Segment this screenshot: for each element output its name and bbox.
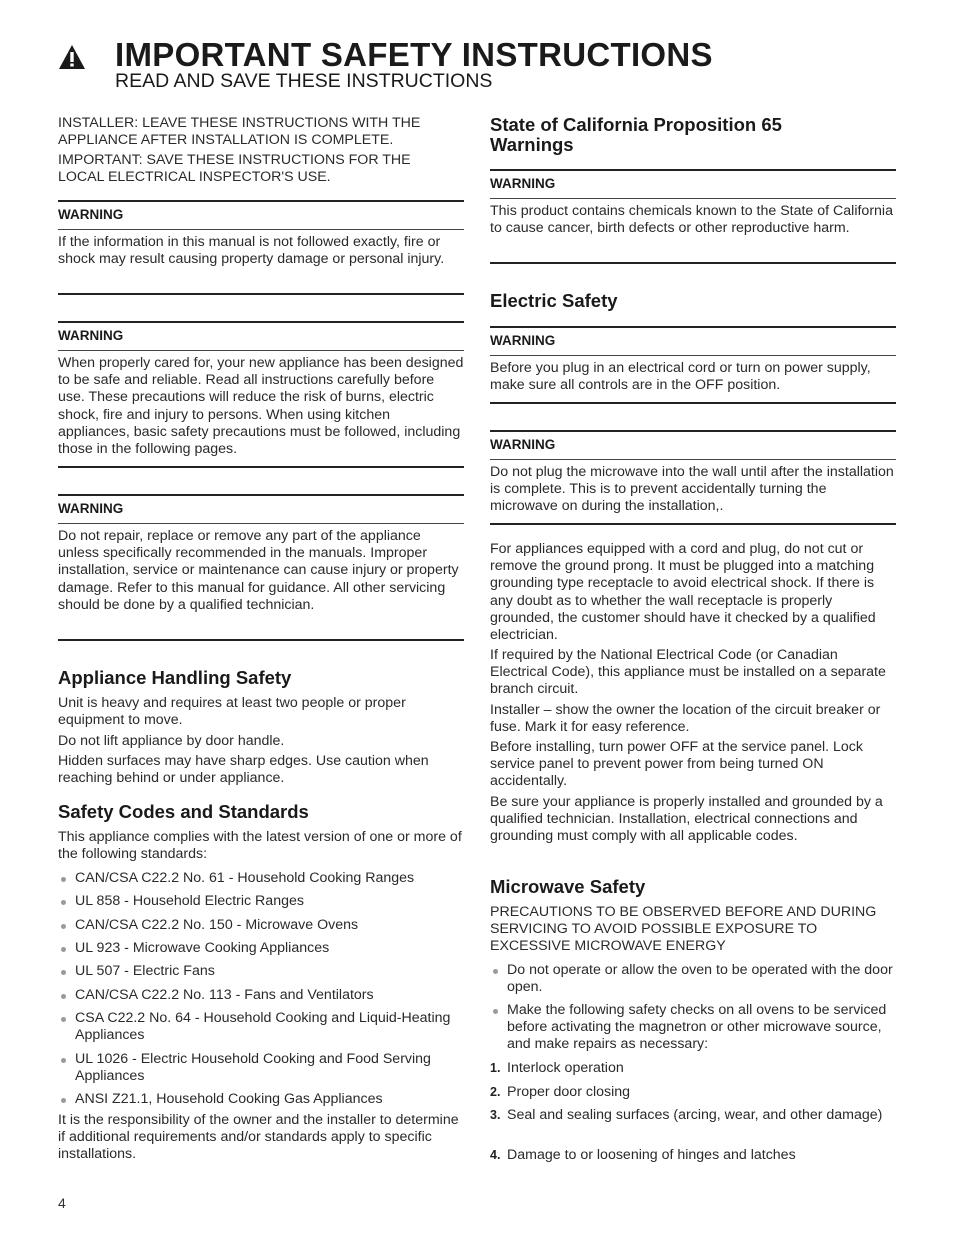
bullet-icon <box>61 970 66 975</box>
section-heading-codes: Safety Codes and Standards <box>58 801 309 822</box>
section-heading-prop65: State of California Proposition 65 Warnings <box>490 114 782 155</box>
list-item: CAN/CSA C22.2 No. 113 - Fans and Ventilators <box>58 987 464 1004</box>
warning-label: WARNING <box>58 207 124 222</box>
warning-box-controls <box>490 326 896 404</box>
step-number: 3. <box>490 1108 501 1122</box>
warning-text: Before you plug in an electrical cord or turn on power supply, make sure all controls are in the OFF position. <box>490 360 871 394</box>
bullet-icon <box>493 969 498 974</box>
warning-box-plug <box>490 430 896 525</box>
handling-text: Hidden surfaces may have sharp edges. Use caution when reaching behind or under appliance. <box>58 753 429 787</box>
inspector-note: IMPORTANT: SAVE THESE INSTRUCTIONS FOR THE LOCAL ELECTRICAL INSPECTOR'S USE. <box>58 152 411 186</box>
list-item: UL 923 - Microwave Cooking Appliances <box>58 940 464 957</box>
list-item: UL 507 - Electric Fans <box>58 963 464 980</box>
list-item: 3. Seal and sealing surfaces (arcing, wear, and other damage) <box>490 1107 883 1123</box>
handling-text: Unit is heavy and requires at least two people or proper equipment to move. <box>58 695 406 729</box>
electric-text: Be sure your appliance is properly installed and grounded by a qualified technician. Installation, electrical connections and grounding must comply with all applicable codes. <box>490 794 883 845</box>
warning-box-prop65 <box>490 169 896 264</box>
list-item: UL 1026 - Electric Household Cooking and Food Serving Appliances <box>58 1051 464 1085</box>
codes-intro: This appliance complies with the latest version of one or more of the following standards: <box>58 829 462 863</box>
section-heading-handling: Appliance Handling Safety <box>58 667 292 688</box>
warning-text: Do not repair, replace or remove any part of the appliance unless specifically recommended in the manuals. Improper installation, service or maintenance can cause injury or property damage. Refer to this manual for guidance. All other servicing should be done by a qualified technician. <box>58 528 459 613</box>
handling-text: Do not lift appliance by door handle. <box>58 733 285 749</box>
electric-text: Before installing, turn power OFF at the service panel. Lock service panel to prevent power from being turned ON accidentally. <box>490 739 863 790</box>
electric-text: For appliances equipped with a cord and plug, do not cut or remove the ground prong. It must be plugged into a matching grounding type receptacle to avoid electrical shock. If there is any doubt as to whether the wall receptacle is properly grounded, the customer should have it checked by a qualified electrician. <box>490 541 876 644</box>
list-item: ANSI Z21.1, Household Cooking Gas Appliances <box>58 1091 464 1108</box>
bullet-icon <box>61 994 66 999</box>
list-item: Do not operate or allow the oven to be operated with the door open. <box>490 962 896 996</box>
divider <box>58 523 464 524</box>
bullet-icon <box>493 1009 498 1014</box>
warning-box-repair <box>58 494 464 641</box>
warning-text: Do not plug the microwave into the wall until after the installation is complete. This is to prevent accidentally turning the microwave on during the installation,. <box>490 464 894 515</box>
divider <box>490 198 896 199</box>
codes-outro: It is the responsibility of the owner and the installer to determine if additional requirements and/or standards apply to specific installations. <box>58 1112 459 1163</box>
bullet-icon <box>61 924 66 929</box>
warning-label: WARNING <box>490 176 556 191</box>
warning-text: This product contains chemicals known to the State of California to cause cancer, birth defects or other reproductive harm. <box>490 203 893 237</box>
bullet-icon <box>61 1058 66 1063</box>
step-number: 4. <box>490 1148 501 1162</box>
bullet-icon <box>61 900 66 905</box>
list-item: 1. Interlock operation <box>490 1060 624 1076</box>
divider <box>58 229 464 230</box>
warning-triangle-icon <box>58 44 86 70</box>
warning-box-care <box>58 321 464 468</box>
microwave-intro: PRECAUTIONS TO BE OBSERVED BEFORE AND DURING SERVICING TO AVOID POSSIBLE EXPOSURE TO EXCESSIVE MICROWAVE ENERGY <box>490 904 877 955</box>
bullet-icon <box>61 1098 66 1103</box>
warning-text: If the information in this manual is not followed exactly, fire or shock may result causing property damage or personal injury. <box>58 234 445 268</box>
section-heading-microwave: Microwave Safety <box>490 876 646 897</box>
list-item: 4. Damage to or loosening of hinges and latches <box>490 1147 796 1163</box>
warning-box-manual <box>58 200 464 295</box>
warning-label: WARNING <box>490 333 556 348</box>
step-number: 1. <box>490 1061 501 1075</box>
page-title: IMPORTANT SAFETY INSTRUCTIONS <box>115 36 713 73</box>
list-item: UL 858 - Household Electric Ranges <box>58 893 464 910</box>
warning-label: WARNING <box>58 328 124 343</box>
list-item: CAN/CSA C22.2 No. 150 - Microwave Ovens <box>58 917 464 934</box>
list-item: CAN/CSA C22.2 No. 61 - Household Cooking Ranges <box>58 870 464 887</box>
installer-note: INSTALLER: LEAVE THESE INSTRUCTIONS WITH THE APPLIANCE AFTER INSTALLATION IS COMPLETE. <box>58 115 421 149</box>
list-item: CSA C22.2 No. 64 - Household Cooking and Liquid-Heating Appliances <box>58 1010 464 1044</box>
divider <box>490 459 896 460</box>
page-subtitle: READ AND SAVE THESE INSTRUCTIONS <box>115 70 493 92</box>
page-number: 4 <box>58 1195 66 1211</box>
step-number: 2. <box>490 1085 501 1099</box>
bullet-icon <box>61 947 66 952</box>
bullet-icon <box>61 1017 66 1022</box>
divider <box>490 355 896 356</box>
section-heading-electric: Electric Safety <box>490 290 618 311</box>
warning-label: WARNING <box>58 501 124 516</box>
warning-label: WARNING <box>490 437 556 452</box>
divider <box>58 350 464 351</box>
electric-text: Installer – show the owner the location of the circuit breaker or fuse. Mark it for easy reference. <box>490 702 881 736</box>
warning-text: When properly cared for, your new appliance has been designed to be safe and reliable. Read all instructions carefully before use. These precautions will reduce the risk of burns, electric shock, fire and injury to persons. When using kitchen appliances, basic safety precautions must be followed, including those in the following pages. <box>58 355 464 458</box>
list-item: 2. Proper door closing <box>490 1084 631 1100</box>
bullet-icon <box>61 877 66 882</box>
electric-text: If required by the National Electrical Code (or Canadian Electrical Code), this appliance must be installed on a separate branch circuit. <box>490 647 886 698</box>
list-item: Make the following safety checks on all ovens to be serviced before activating the magnetron or other microwave source, and make repairs as necessary: <box>490 1002 896 1054</box>
